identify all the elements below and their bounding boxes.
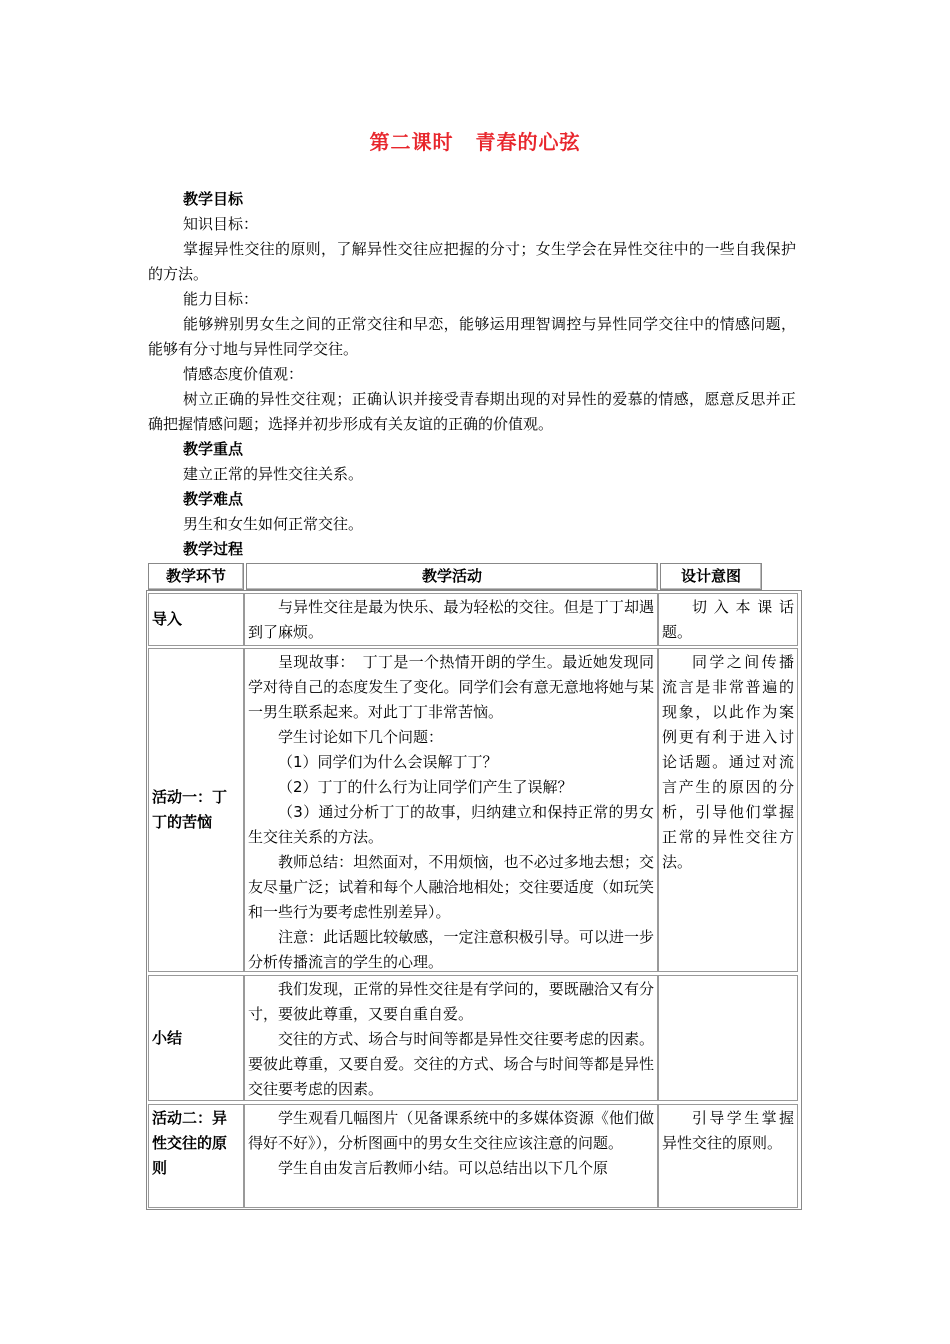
row-label-summary: 小结 [148, 975, 244, 1101]
row-label-activity1 [148, 648, 244, 972]
activity-paragraph: （3）通过分析丁丁的故事，归纳建立和保持正常的男女生交往关系的方法。 [248, 803, 654, 846]
title-main: 第二课时 [369, 130, 454, 154]
row-label-intro: 导入 [148, 593, 244, 646]
activity-paragraph: 交往的方式、场合与时间等都是异性交往要考虑的因素。要彼此尊重，又要自爱。交往的方式、场合与时间等都是异性交往要考虑的因素。 [248, 1030, 654, 1098]
activity-paragraph: 与异性交往是最为快乐、最为轻松的交往。但是丁丁却遇到了麻烦。 [248, 598, 654, 641]
intent-paragraph: 切入本课话题。 [662, 598, 794, 641]
activity-paragraph: 学生自由发言后教师小结。可以总结出以下几个原 [278, 1159, 609, 1177]
row-intent-activity1 [658, 648, 798, 972]
ability-label: 能力目标： [183, 290, 259, 308]
page-title [0, 126, 950, 155]
activity-paragraph: 学生观看几幅图片（见备课系统中的多媒体资源《他们做得好不好》），分析图画中的男女生交往应该注意的问题。 [248, 1109, 654, 1152]
intent-paragraph: 同学之间传播流言是非常普遍的现象，以此作为案例更有利于进入讨论话题。通过对流言产生的原因的分析，引导他们掌握正常的异性交往方法。 [662, 653, 794, 871]
goals-heading: 教学目标 [183, 190, 244, 208]
row-activity-activity2 [244, 1104, 658, 1208]
row-activity-activity1 [244, 648, 658, 972]
document-body [148, 187, 796, 562]
activity-paragraph: 学生讨论如下几个问题： [278, 728, 444, 746]
emotion-label: 情感态度价值观： [183, 365, 304, 383]
difficulty-text: 男生和女生如何正常交往。 [183, 515, 364, 533]
header-activity: 教学活动 [246, 563, 658, 590]
row-label-activity2 [148, 1104, 244, 1208]
knowledge-label: 知识目标： [183, 215, 259, 233]
knowledge-text: 掌握异性交往的原则，了解异性交往应把握的分寸；女生学会在异性交往中的一些自我保护的方法。 [148, 240, 796, 283]
header-stage: 教学环节 [148, 563, 244, 590]
process-heading: 教学过程 [183, 540, 244, 558]
activity-paragraph: 呈现故事： 丁丁是一个热情开朗的学生。最近她发现同学对待自己的态度发生了变化。同学们会有意无意地将她与某一男生联系起来。对此丁丁非常苦恼。 [248, 653, 654, 721]
row-intent-activity2 [658, 1104, 798, 1208]
row-intent-intro [658, 593, 798, 646]
activity-paragraph: 教师总结：坦然面对，不用烦恼，也不必过多地去想；交友尽量广泛；试着和每个人融洽地相处；交往要适度（如玩笑和一些行为要考虑性别差异）。 [248, 853, 654, 921]
activity-paragraph: （2）丁丁的什么行为让同学们产生了误解？ [278, 778, 573, 796]
table-header [148, 563, 766, 590]
focus-heading: 教学重点 [183, 440, 244, 458]
intent-paragraph: 引导学生掌握异性交往的原则。 [662, 1109, 794, 1152]
ability-text: 能够辨别男女生之间的正常交往和早恋，能够运用理智调控与异性同学交往中的情感问题，能够有分寸地与异性同学交往。 [148, 315, 796, 358]
emotion-text: 树立正确的异性交往观；正确认识并接受青春期出现的对异性的爱慕的情感，愿意反思并正确把握情感问题；选择并初步形成有关友谊的正确的价值观。 [148, 390, 796, 433]
focus-text: 建立正常的异性交往关系。 [183, 465, 364, 483]
row-activity-intro [244, 593, 658, 646]
title-sub: 青春的心弦 [475, 130, 581, 154]
difficulty-heading: 教学难点 [183, 490, 244, 508]
activity-paragraph: （1）同学们为什么会误解丁丁？ [278, 753, 498, 771]
row-label-text: 活动一：丁丁的苦恼 [152, 788, 228, 831]
activity-paragraph: 我们发现，正常的异性交往是有学问的，要既融洽又有分寸，要彼此尊重，又要自重自爱。 [248, 980, 654, 1023]
header-intent: 设计意图 [660, 563, 762, 590]
row-label-text: 活动二：异性交往的原则 [152, 1109, 228, 1177]
row-intent-summary [658, 975, 798, 1101]
row-activity-summary [244, 975, 658, 1101]
activity-paragraph: 注意：此话题比较敏感，一定注意积极引导。可以进一步分析传播流言的学生的心理。 [248, 928, 654, 971]
